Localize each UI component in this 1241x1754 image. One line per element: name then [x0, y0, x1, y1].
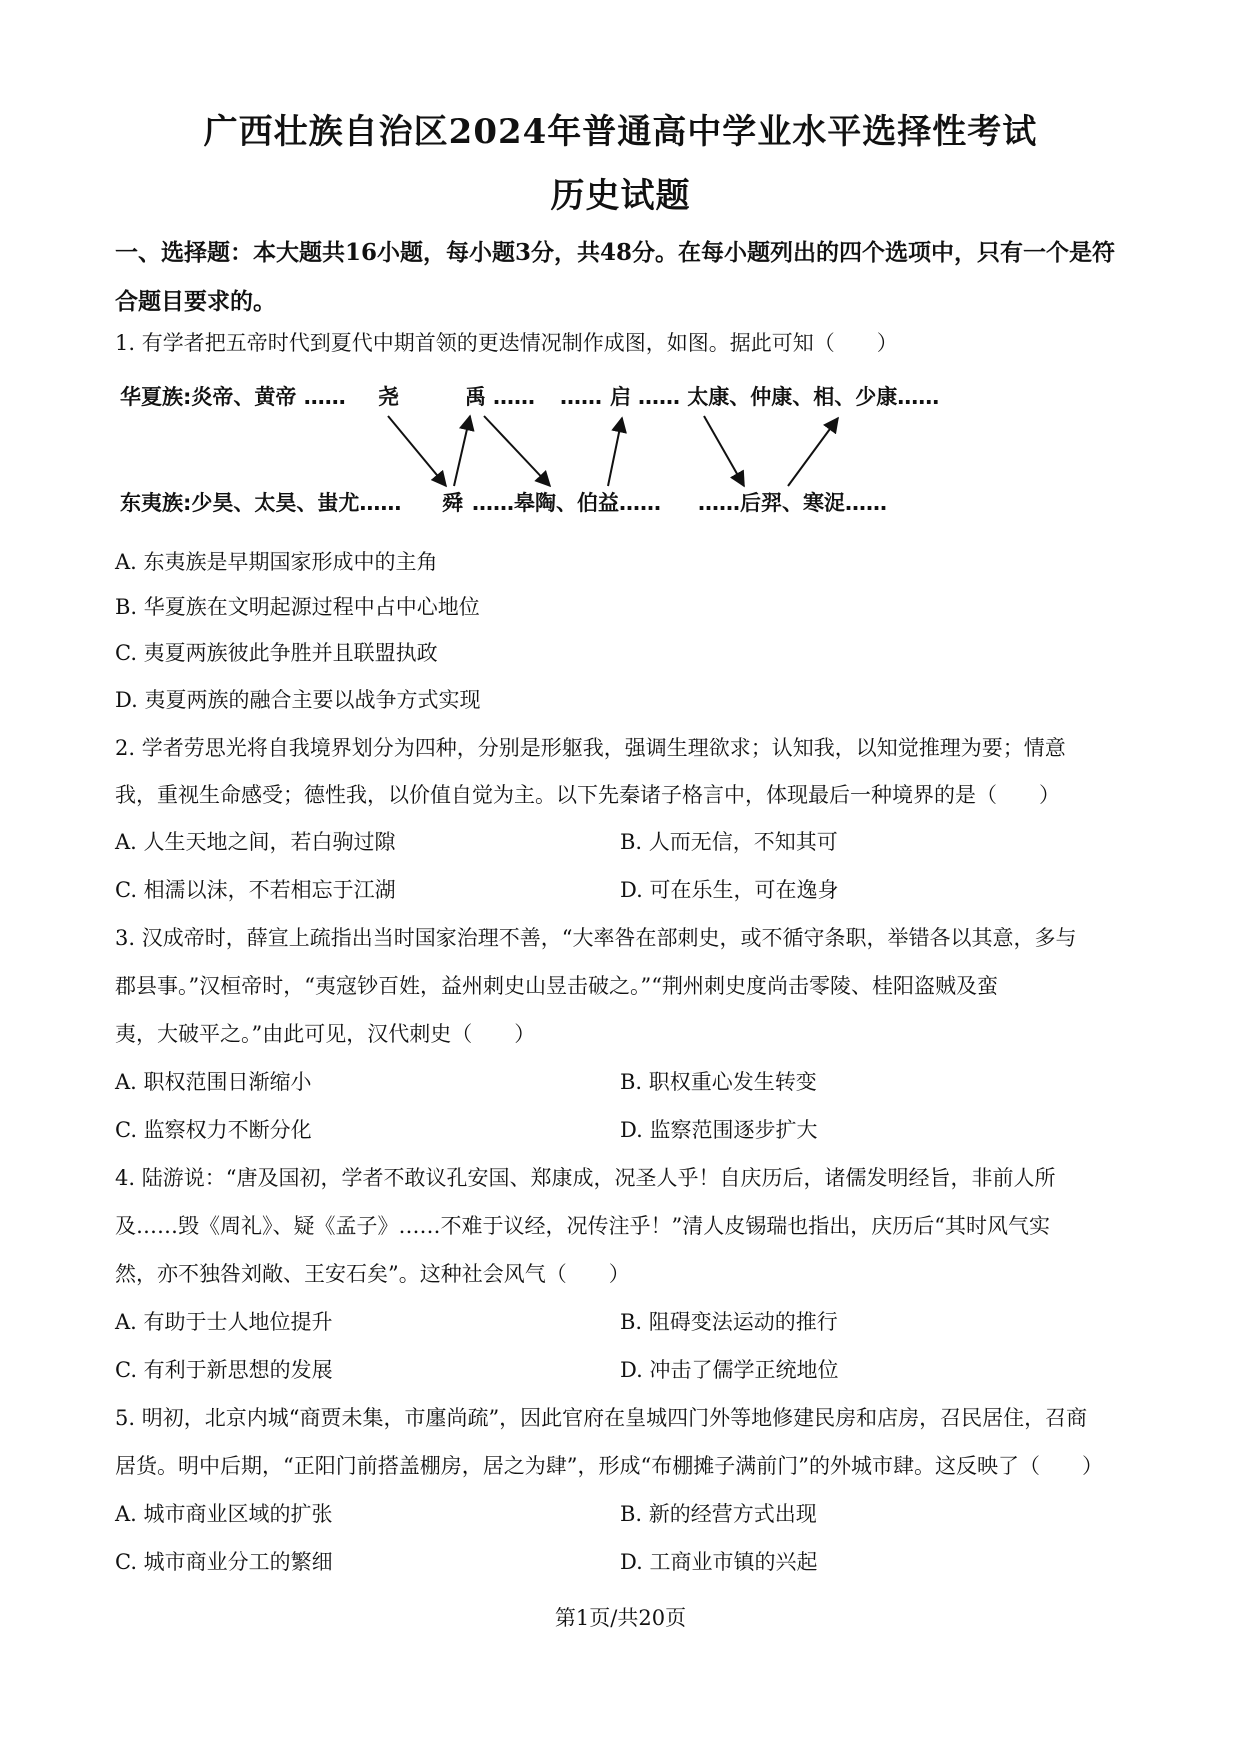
question-4-stem-line-3: 然，亦不独咎刘敞、王安石矣”。这种社会风气（ ） — [115, 1262, 630, 1286]
diagram-huaxia-rest: …… 太康、仲康、相、少康…… — [638, 385, 940, 409]
question-4-option-b: B. 阻碍变法运动的推行 — [620, 1310, 838, 1334]
question-2-option-c: C. 相濡以沫，不若相忘于江湖 — [115, 878, 396, 902]
question-4-stem-line-1: 4. 陆游说：“唐及国初，学者不敢议孔安国、郑康成，况圣人乎！自庆历后，诸儒发明经旨，非前人所 — [115, 1166, 1056, 1190]
question-3-option-d: D. 监察范围逐步扩大 — [620, 1118, 818, 1142]
question-5-stem-line-1: 5. 明初，北京内城“商贾未集，市廛尚疏”，因此官府在皇城四门外等地修建民房和店房，召民居住，召商 — [115, 1406, 1088, 1430]
question-3-option-c: C. 监察权力不断分化 — [115, 1118, 312, 1142]
arrow-hanzhuo-to-shaokang — [788, 418, 838, 486]
question-4-option-d: D. 冲击了儒学正统地位 — [620, 1358, 839, 1382]
question-2-stem-line-2: 我，重视生命感受；德性我，以价值自觉为主。以下先秦诸子格言中，体现最后一种境界的是（ ） — [115, 783, 1060, 807]
question-5-option-b: B. 新的经营方式出现 — [620, 1502, 817, 1526]
question-1-option-a: A. 东夷族是早期国家形成中的主角 — [115, 550, 438, 574]
exam-subject-title: 历史试题 — [550, 176, 691, 216]
question-5-option-a: A. 城市商业区域的扩张 — [115, 1502, 333, 1526]
question-1-option-c: C. 夷夏两族彼此争胜并且联盟执政 — [115, 641, 438, 665]
diagram-huaxia-label: 华夏族:炎帝、黄帝 …… — [120, 385, 346, 409]
question-4-stem-line-2: 及……毁《周礼》、疑《孟子》……不难于议经，况传注乎！”清人皮锡瑞也指出，庆历后“其时风气实 — [115, 1214, 1050, 1238]
arrow-shun-to-yu — [454, 416, 470, 486]
question-5-option-c: C. 城市商业分工的繁细 — [115, 1550, 333, 1574]
question-4-option-c: C. 有利于新思想的发展 — [115, 1358, 333, 1382]
arrow-boyi-to-qi — [608, 418, 622, 486]
diagram-yu: 禹 — [465, 385, 486, 409]
diagram-dongyi-mid: ……皋陶、伯益…… — [472, 491, 661, 515]
diagram-qi: 启 — [610, 385, 631, 409]
question-5-stem-line-2: 居货。明中后期，“正阳门前搭盖棚房，居之为肆”，形成“布棚摊子满前门”的外城市肆。这反映了（ ） — [115, 1454, 1103, 1478]
question-1-stem: 1. 有学者把五帝时代到夏代中期首领的更迭情况制作成图，如图。据此可知（ ） — [115, 331, 898, 355]
arrow-yu-to-gaoyao — [484, 416, 550, 486]
question-2-option-d: D. 可在乐生，可在逸身 — [620, 878, 839, 902]
question-3-option-b: B. 职权重心发生转变 — [620, 1070, 817, 1094]
page-number: 第1页/共20页 — [554, 1606, 687, 1630]
arrow-yao-to-shun — [388, 416, 446, 486]
diagram-dongyi-label: 东夷族:少昊、太昊、蚩尤…… — [120, 491, 402, 515]
diagram-shun: 舜 — [442, 491, 463, 515]
diagram-yao: 尧 — [378, 385, 399, 409]
question-5-option-d: D. 工商业市镇的兴起 — [620, 1550, 818, 1574]
section-instructions: 一、选择题：本大题共16小题，每小题3分，共48分。在每小题列出的四个选项中，只有一个是符合题目要求的。 — [115, 239, 1116, 315]
question-3-stem-line-2: 郡县事。”汉桓帝时，“夷寇钞百姓，益州刺史山昱击破之。”“荆州刺史度尚击零陵、桂阳盗贼及蛮 — [115, 974, 998, 998]
question-4-option-a: A. 有助于士人地位提升 — [115, 1310, 333, 1334]
question-1-option-d: D. 夷夏两族的融合主要以战争方式实现 — [115, 688, 481, 712]
diagram-dongyi-rest: ……后羿、寒浞…… — [698, 491, 887, 515]
diagram-dots-2: …… — [560, 385, 602, 409]
question-3-stem-line-1: 3. 汉成帝时，薛宣上疏指出当时国家治理不善，“大率咎在部刺史，或不循守条职，举错各以其意，多与 — [115, 926, 1077, 950]
question-2-option-a: A. 人生天地之间，若白驹过隙 — [115, 830, 396, 854]
arrow-taikang-to-houyi — [704, 416, 744, 486]
question-3-option-a: A. 职权范围日渐缩小 — [115, 1070, 312, 1094]
question-2-stem-line-1: 2. 学者劳思光将自我境界划分为四种，分别是形躯我，强调生理欲求；认知我，以知觉推理为要；情意 — [115, 736, 1066, 760]
question-1-option-b: B. 华夏族在文明起源过程中占中心地位 — [115, 595, 480, 619]
question-2-option-b: B. 人而无信，不知其可 — [620, 830, 838, 854]
succession-diagram — [120, 380, 1000, 530]
exam-title: 广西壮族自治区2024年普通高中学业水平选择性考试 — [203, 112, 1038, 152]
question-3-stem-line-3: 夷，大破平之。”由此可见，汉代刺史（ ） — [115, 1022, 536, 1046]
diagram-dots-1: …… — [493, 385, 535, 409]
